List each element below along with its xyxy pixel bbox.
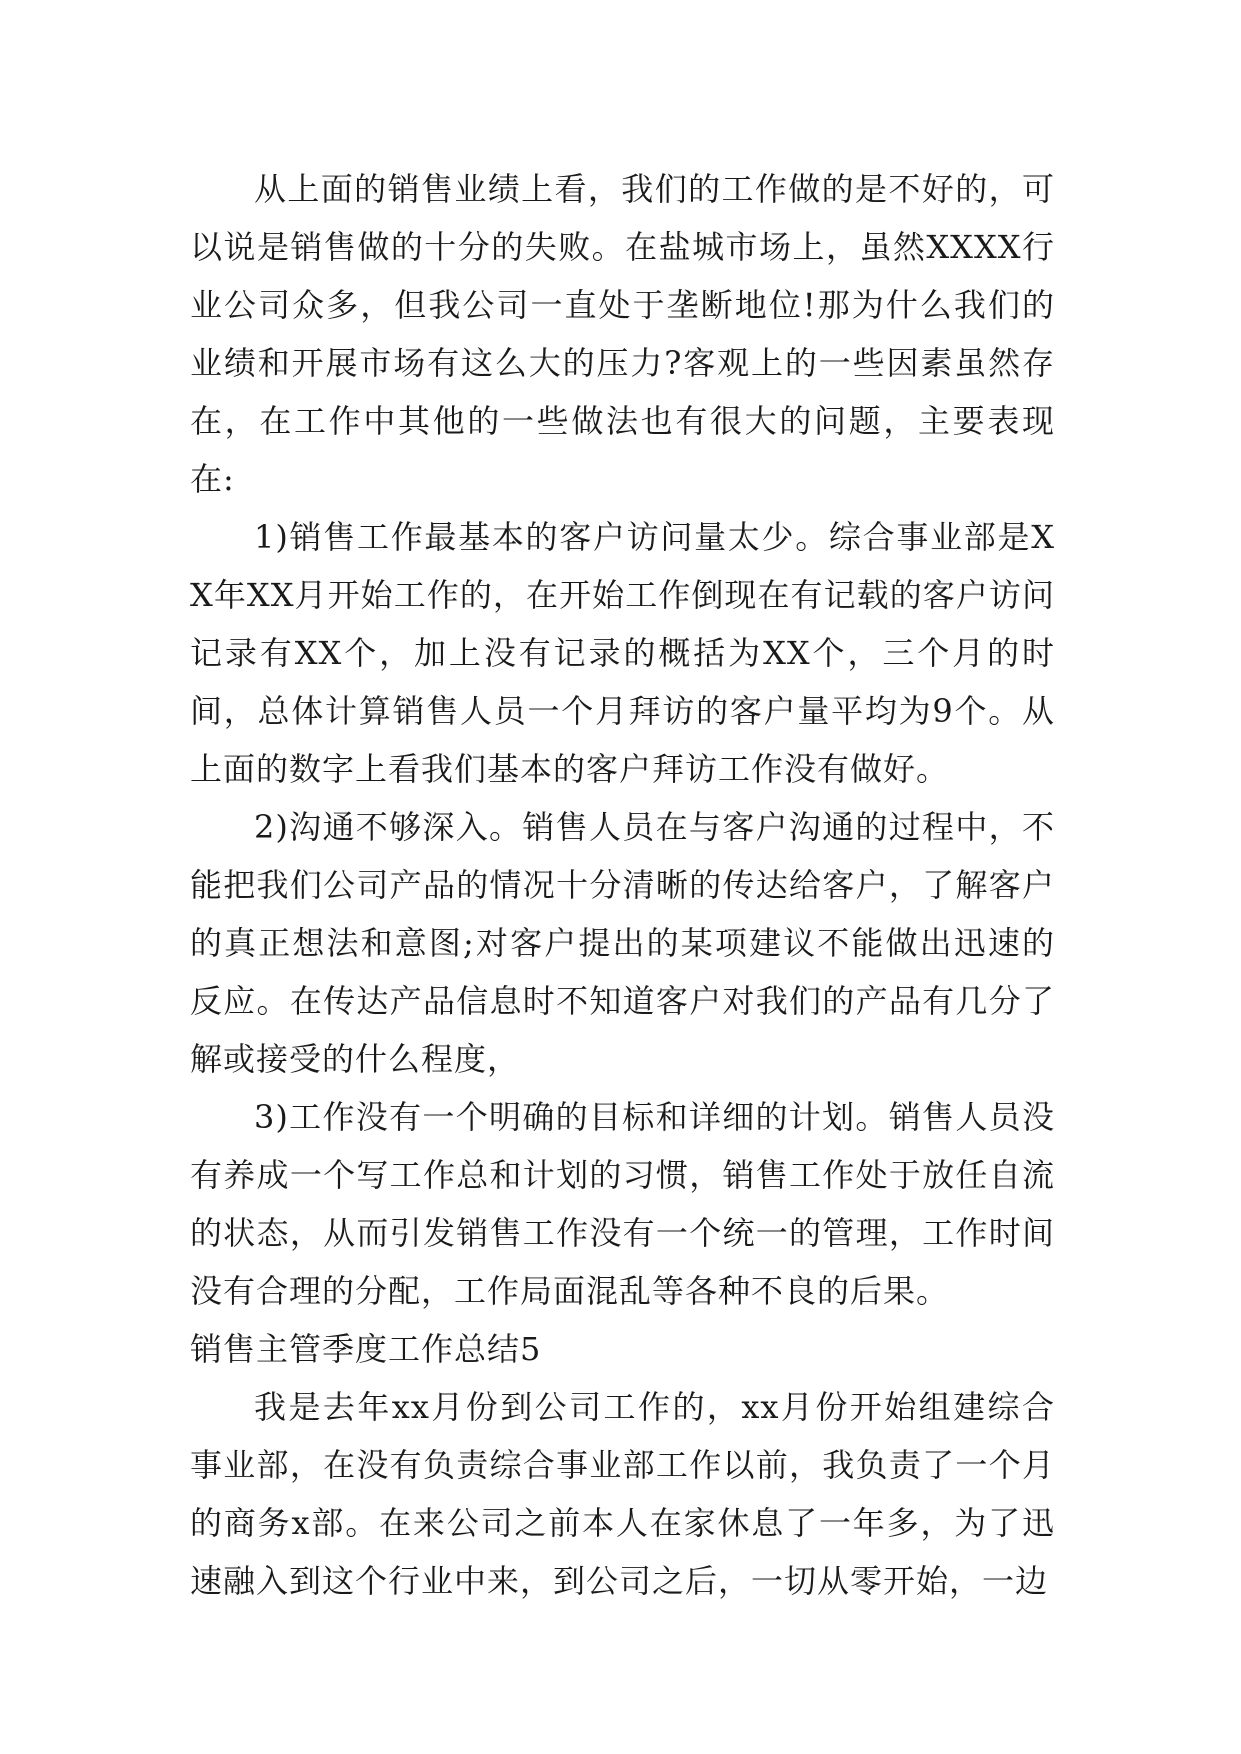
paragraph-point-3: 3)工作没有一个明确的目标和详细的计划。销售人员没有养成一个写工作总和计划的习惯，销售工作处于放任自流的状态，从而引发销售工作没有一个统一的管理，工作时间没有合理的分配，工作局面混乱等各种不良的后果。	[190, 1098, 1055, 1310]
paragraph-performance-analysis: 从上面的销售业绩上看，我们的工作做的是不好的，可以说是销售做的十分的失败。在盐城市场上，虽然XXXX行业公司众多，但我公司一直处于垄断地位!那为什么我们的业绩和开展市场有这么大的压力?客观上的一些因素虽然存在，在工作中其他的一些做法也有很大的问题，主要表现在:	[190, 170, 1055, 498]
paragraph-point-2: 2)沟通不够深入。销售人员在与客户沟通的过程中，不能把我们公司产品的情况十分清晰的传达给客户，了解客户的真正想法和意图;对客户提出的某项建议不能做出迅速的反应。在传达产品信息时不知道客户对我们的产品有几分了解或接受的什么程度，	[190, 808, 1055, 1078]
paragraph-point-1: 1)销售工作最基本的客户访问量太少。综合事业部是XX年XX月开始工作的，在开始工作倒现在有记载的客户访问记录有XX个，加上没有记录的概括为XX个，三个月的时间，总体计算销售人员一个月拜访的客户量平均为9个。从上面的数字上看我们基本的客户拜访工作没有做好。	[190, 518, 1055, 788]
paragraph-section-intro: 我是去年xx月份到公司工作的，xx月份开始组建综合事业部，在没有负责综合事业部工作以前，我负责了一个月的商务x部。在来公司之前本人在家休息了一年多，为了迅速融入到这个行业中来，到公司之后，一切从零开始，一边	[190, 1388, 1055, 1600]
document-body	[190, 160, 1055, 1610]
section-heading: 销售主管季度工作总结5	[190, 1330, 542, 1368]
